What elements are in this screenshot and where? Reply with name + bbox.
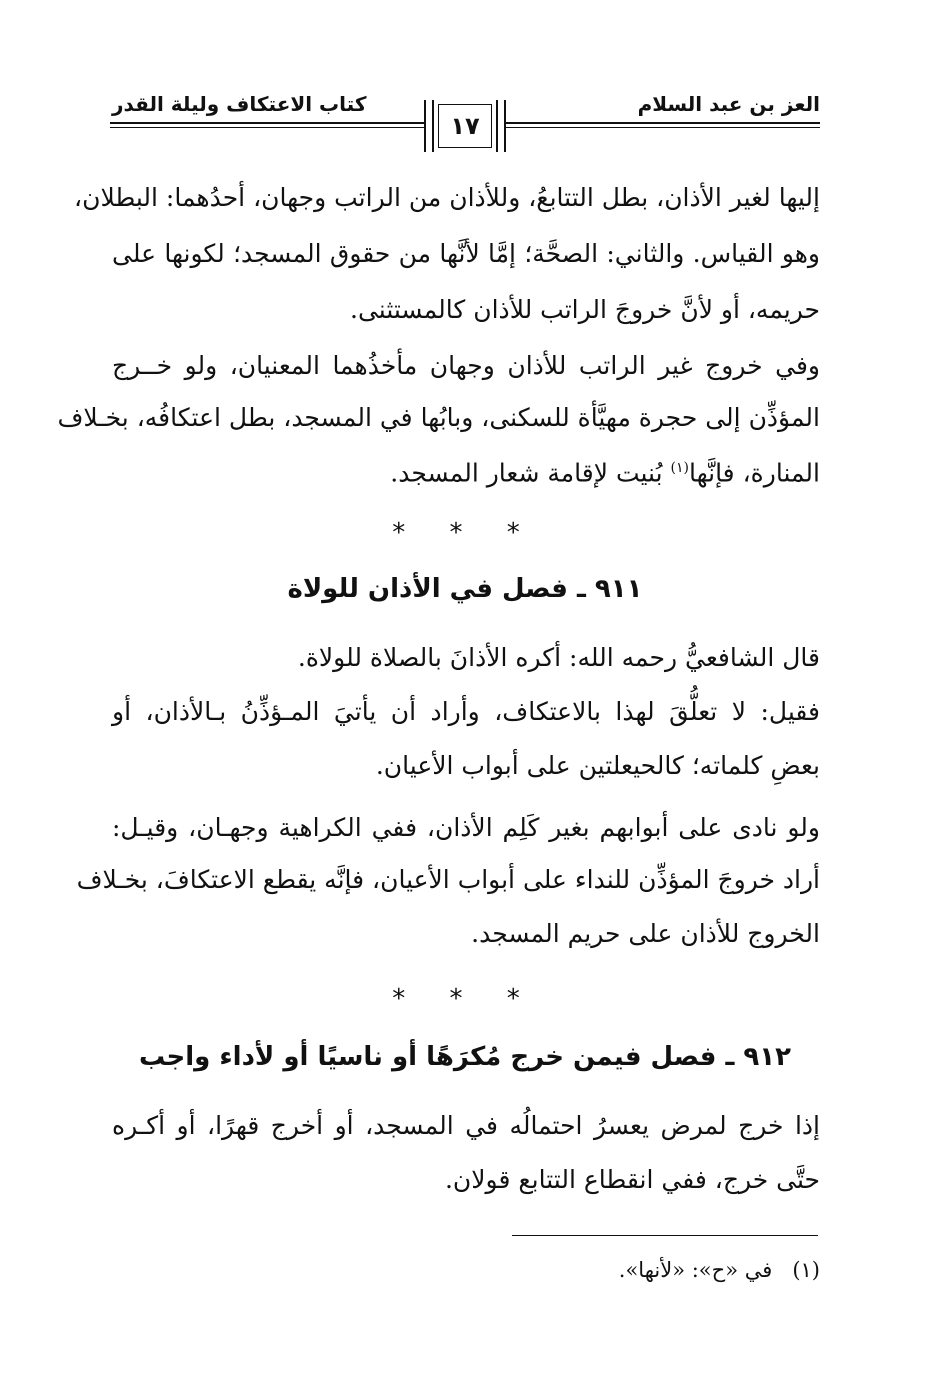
- section-911-line2: فقيل: لا تعلُّقَ لهذا بالاعتكاف، وأراد أن يأتيَ المـؤذِّنُ بـالأذان، أو: [112, 697, 820, 726]
- section-911-heading: ٩١١ ـ فصل في الأذان للولاة: [287, 574, 643, 604]
- footnote-marker: (١): [792, 1258, 820, 1282]
- paragraph2-line1: وفي خروج غير الراتب للأذان وجهان مأخذُهما المعنيان، ولو خــرج: [112, 351, 820, 380]
- page-number: ١٧: [450, 112, 480, 140]
- section-911-line6: الخروج للأذان على حريم المسجد.: [471, 919, 820, 948]
- paragraph1-line3: حريمه، أو لأنَّ خروجَ الراتب للأذان كالمستثنى.: [350, 295, 820, 324]
- paragraph2-line2: المؤذِّن إلى حجرة مهيَّأة للسكنى، وبابُها في المسجد، بطل اعتكافُه، بخـلاف: [57, 403, 820, 432]
- section-separator-1: * * *: [392, 518, 538, 548]
- footnote-1: [619, 1258, 820, 1282]
- section-911-line5: أراد خروجَ المؤذِّن للنداء على أبواب الأعيان، فإنَّه يقطع الاعتكافَ، بخـلاف: [76, 865, 820, 894]
- section-912-line2: حتَّى خرج، ففي انقطاع التتابع قولان.: [444, 1165, 820, 1194]
- section-911-line1: قال الشافعيُّ رحمه الله: أكره الأذانَ بالصلاة للولاة.: [297, 643, 820, 672]
- footnote-reference-1: (١): [670, 460, 689, 476]
- running-header-book-title: كتاب الاعتكاف وليلة القدر: [112, 92, 367, 116]
- footnote-rule: [512, 1235, 818, 1236]
- section-912-heading: ٩١٢ ـ فصل فيمن خرج مُكرَهًا أو ناسيًا أو لأداء واجب: [138, 1042, 792, 1072]
- paragraph2-line3-start: المنارة، فإنَّها: [688, 458, 820, 488]
- footnote-text: في «ح»: «لأنها».: [618, 1258, 773, 1282]
- section-separator-2: * * *: [392, 984, 538, 1014]
- paragraph1-line1: إليها لغير الأذان، بطل التتابعُ، وللأذان من الراتب وجهان، أحدُهما: البطلان،: [74, 183, 820, 212]
- paragraph2-line3-end: بُنيت لإقامة شعار المسجد.: [390, 458, 671, 488]
- section-911-line3: بعضِ كلماته؛ كالحيعلتين على أبواب الأعيان.: [375, 751, 820, 780]
- section-911-line4: ولو نادى على أبوابهم بغير كَلِم الأذان، ففي الكراهية وجهـان، وقيـل:: [112, 813, 820, 842]
- page-number-frame: [424, 100, 506, 152]
- paragraph1-line2: وهو القياس. والثاني: الصحَّة؛ إمَّا لأنَّها من حقوق المسجد؛ لكونها على: [112, 239, 820, 268]
- running-header-author: العز بن عبد السلام: [637, 92, 820, 116]
- section-912-line1: إذا خرج لمرض يعسرُ احتمالُه في المسجد، أو أخرج قهرًا، أو أكـره: [112, 1111, 820, 1140]
- paragraph2-line3: [112, 448, 820, 493]
